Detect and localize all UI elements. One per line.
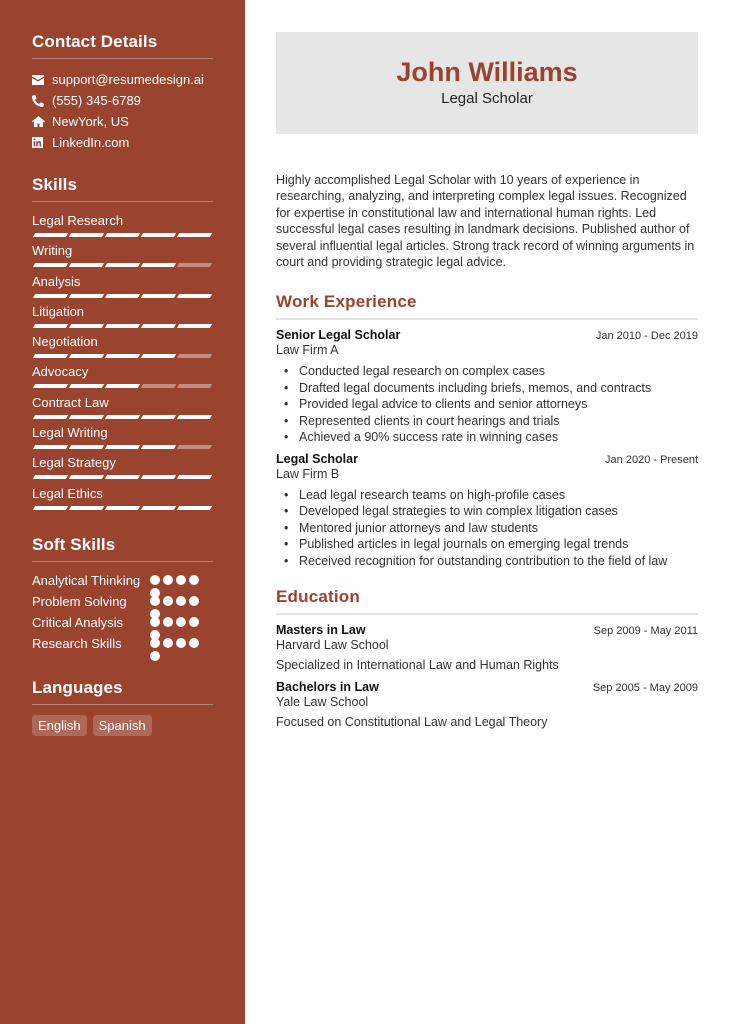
languages-section — [32, 678, 213, 736]
rating-dot-icon — [150, 651, 160, 661]
job-bullet — [284, 429, 698, 446]
education-header — [276, 680, 698, 694]
skill-segment-filled — [105, 415, 140, 419]
contact-phone[interactable] — [32, 90, 213, 111]
skills-list — [32, 212, 213, 515]
skill-segment-filled — [69, 294, 104, 298]
job-bullets — [276, 487, 698, 570]
skill-segment-filled — [105, 445, 140, 449]
skill-name: Legal Writing — [32, 425, 108, 441]
bullet-text: Provided legal advice to clients and senior attorneys — [299, 397, 588, 412]
bullet-text: Developed legal strategies to win complex litigation cases — [299, 504, 618, 519]
job-bullets — [276, 363, 698, 446]
soft-skill-item — [32, 593, 213, 614]
bullet-text: Mentored junior attorneys and law students — [299, 520, 539, 535]
skill-segment-filled — [105, 506, 140, 510]
home-icon — [32, 116, 52, 127]
rating-dot-icon — [163, 575, 173, 585]
contact-phone-text: (555) 345-6789 — [52, 93, 141, 108]
skill-item — [32, 242, 213, 272]
skill-segment-filled — [177, 506, 212, 510]
contact-heading: Contact Details — [32, 32, 213, 59]
rating-dot-icon — [176, 638, 186, 648]
skill-segment-filled — [105, 263, 140, 267]
skill-segment-filled — [33, 506, 68, 510]
skills-heading: Skills — [32, 175, 213, 202]
rating-dot-icon — [189, 596, 199, 606]
skill-segment-filled — [69, 233, 104, 237]
skill-segment-filled — [33, 384, 68, 388]
contact-section — [32, 32, 213, 153]
job-bullet — [284, 380, 698, 397]
skill-segment-filled — [69, 354, 104, 358]
skill-segment-filled — [177, 233, 212, 237]
skill-segment-filled — [141, 263, 176, 267]
skill-segment-filled — [141, 445, 176, 449]
job-bullet — [284, 553, 698, 570]
rating-dot-icon — [189, 617, 199, 627]
job-title: Legal Scholar — [276, 451, 358, 466]
skill-segment-filled — [141, 324, 176, 328]
skill-item — [32, 485, 213, 515]
skill-name: Writing — [32, 243, 73, 259]
job-bullet — [284, 396, 698, 413]
skill-name: Advocacy — [32, 364, 89, 380]
skill-name: Legal Strategy — [32, 455, 116, 471]
skill-segment-empty — [141, 384, 176, 388]
contact-linkedin-text: LinkedIn.com — [52, 135, 130, 150]
bullet-text: Published articles in legal journals on emerging legal trends — [299, 537, 629, 552]
skill-item — [32, 273, 213, 303]
job-dates: Jan 2020 - Present — [605, 453, 698, 466]
skill-segment-filled — [177, 324, 212, 328]
bullet-icon: • — [284, 520, 289, 535]
bullet-icon: • — [284, 487, 289, 502]
bullet-text: Achieved a 90% success rate in winning cases — [299, 430, 559, 445]
education-dates: Sep 2005 - May 2009 — [592, 682, 698, 695]
bullet-text: Drafted legal documents including briefs, memos, and contracts — [299, 380, 652, 395]
soft-skill-name: Analytical Thinking — [32, 572, 141, 588]
job-bullet — [284, 536, 698, 553]
skill-level-bar — [32, 324, 213, 328]
skill-item — [32, 454, 213, 484]
education-description: Focused on Constitutional Law and Legal Theory — [276, 715, 548, 730]
linkedin-icon — [32, 137, 52, 148]
soft-skill-item — [32, 614, 213, 635]
bullet-icon: • — [284, 413, 289, 428]
contact-location-text: NewYork, US — [52, 114, 129, 129]
skill-level-bar — [32, 354, 213, 358]
bullet-icon: • — [284, 553, 289, 568]
skill-segment-filled — [33, 445, 68, 449]
skill-level-bar — [32, 294, 213, 298]
degree: Bachelors in Law — [276, 680, 379, 695]
skill-item — [32, 303, 213, 333]
bullet-text: Received recognition for outstanding contribution to the field of law — [299, 553, 668, 568]
soft-skill-dots — [150, 572, 206, 585]
soft-skill-item — [32, 572, 213, 593]
job-header — [276, 452, 698, 466]
bullet-icon: • — [284, 430, 289, 445]
skill-level-bar — [32, 475, 213, 479]
skill-segment-filled — [33, 263, 68, 267]
skill-item — [32, 333, 213, 363]
soft-skill-dots — [150, 635, 206, 648]
skill-item — [32, 212, 213, 242]
summary: Highly accomplished Legal Scholar with 10 years of experience in researching, analyzing, and interpreting complex legal issues. Recognized for expertise in constitutional law and international human rights. Led successful legal cases resulting in landmark decisions. Published author of several influential legal articles. Strong track record of winning arguments in court and providing strategic legal advice. — [276, 173, 695, 270]
skill-segment-filled — [141, 475, 176, 479]
skill-name: Legal Research — [32, 213, 124, 228]
rating-dot-icon — [150, 575, 160, 585]
skill-segment-filled — [105, 384, 140, 388]
rating-dot-icon — [189, 638, 199, 648]
skill-segment-filled — [69, 475, 104, 479]
rating-dot-icon — [189, 575, 199, 585]
soft-skill-dots — [150, 593, 206, 606]
rating-dot-icon — [176, 575, 186, 585]
skill-segment-filled — [69, 263, 104, 267]
skill-segment-filled — [105, 354, 140, 358]
work-experience-section — [276, 292, 698, 569]
skill-item — [32, 424, 213, 454]
bullet-icon: • — [284, 537, 289, 552]
skill-segment-filled — [69, 384, 104, 388]
skill-segment-filled — [105, 475, 140, 479]
job-bullet — [284, 413, 698, 430]
bullet-icon: • — [284, 380, 289, 395]
bullet-text: Conducted legal research on complex cases — [299, 364, 545, 379]
name-header — [276, 32, 698, 134]
job-bullet — [284, 520, 698, 537]
job-bullet — [284, 503, 698, 520]
skill-segment-filled — [141, 294, 176, 298]
skill-name: Legal Ethics — [32, 485, 103, 501]
languages-heading: Languages — [32, 678, 213, 705]
bullet-icon: • — [284, 364, 289, 379]
job-company: Law Firm A — [276, 343, 339, 358]
work-heading: Work Experience — [276, 292, 698, 320]
skill-segment-filled — [69, 445, 104, 449]
skill-segment-filled — [33, 354, 68, 358]
skill-level-bar — [32, 263, 213, 267]
soft-skills-heading: Soft Skills — [32, 535, 213, 562]
education-description: Specialized in International Law and Human Rights — [276, 658, 559, 673]
skill-segment-filled — [141, 354, 176, 358]
skill-item — [32, 363, 213, 393]
skill-segment-empty — [177, 354, 212, 358]
skills-section — [32, 175, 213, 515]
education-heading: Education — [276, 587, 698, 615]
skill-name: Negotiation — [32, 334, 98, 350]
language-chip: Spanish — [93, 715, 152, 736]
bullet-icon: • — [284, 504, 289, 519]
skill-segment-empty — [177, 263, 212, 267]
contact-email[interactable] — [32, 69, 213, 90]
contact-location — [32, 111, 213, 132]
soft-skill-item — [32, 635, 213, 656]
contact-linkedin[interactable] — [32, 132, 213, 153]
skill-segment-filled — [177, 294, 212, 298]
skill-segment-filled — [105, 294, 140, 298]
rating-dot-icon — [150, 638, 160, 648]
job-title: Legal Scholar — [441, 90, 533, 107]
sidebar — [0, 0, 245, 1024]
rating-dot-icon — [176, 596, 186, 606]
skill-level-bar — [32, 506, 213, 510]
contact-email-text: support@resumedesign.ai — [52, 72, 204, 87]
contact-list — [32, 69, 213, 153]
skill-segment-filled — [69, 324, 104, 328]
school: Yale Law School — [276, 695, 369, 710]
school: Harvard Law School — [276, 638, 389, 653]
bullet-text: Represented clients in court hearings and trials — [299, 413, 560, 428]
skill-segment-filled — [105, 324, 140, 328]
bullet-text: Lead legal research teams on high-profile cases — [299, 487, 566, 502]
soft-skill-name: Research Skills — [32, 635, 122, 651]
job-entry — [276, 328, 698, 446]
skill-segment-filled — [177, 415, 212, 419]
skill-item — [32, 394, 213, 424]
skill-segment-filled — [69, 506, 104, 510]
job-bullet — [284, 363, 698, 380]
main-content — [276, 32, 698, 737]
skill-level-bar — [32, 384, 213, 388]
soft-skill-dots — [150, 614, 206, 627]
education-header — [276, 623, 698, 637]
skill-segment-empty — [177, 384, 212, 388]
skill-segment-empty — [177, 445, 212, 449]
soft-skills-section — [32, 535, 213, 656]
job-title: Senior Legal Scholar — [276, 328, 401, 343]
job-bullet — [284, 487, 698, 504]
skill-segment-filled — [33, 324, 68, 328]
skill-name: Litigation — [32, 303, 85, 319]
rating-dot-icon — [150, 596, 160, 606]
job-dates: Jan 2010 - Dec 2019 — [595, 330, 698, 343]
skill-segment-filled — [105, 233, 140, 237]
education-entry — [276, 623, 698, 672]
job-entry — [276, 452, 698, 570]
skill-segment-filled — [141, 415, 176, 419]
skill-level-bar — [32, 415, 213, 419]
languages-list — [32, 715, 213, 736]
skill-name: Contract Law — [32, 394, 109, 410]
skill-segment-filled — [141, 233, 176, 237]
skill-segment-filled — [177, 475, 212, 479]
education-list — [276, 623, 698, 729]
soft-skill-name: Critical Analysis — [32, 614, 124, 630]
language-chip: English — [32, 715, 87, 736]
job-header — [276, 328, 698, 342]
skill-segment-filled — [141, 506, 176, 510]
phone-icon — [32, 95, 52, 107]
rating-dot-icon — [176, 617, 186, 627]
skill-name: Analysis — [32, 273, 81, 289]
skill-segment-filled — [69, 415, 104, 419]
rating-dot-icon — [163, 638, 173, 648]
bullet-icon: • — [284, 397, 289, 412]
skill-segment-filled — [33, 233, 68, 237]
skill-level-bar — [32, 445, 213, 449]
skill-level-bar — [32, 233, 213, 237]
rating-dot-icon — [163, 596, 173, 606]
education-entry — [276, 680, 698, 729]
jobs-list — [276, 328, 698, 569]
person-name: John Williams — [396, 57, 578, 87]
degree: Masters in Law — [276, 623, 366, 638]
soft-skills-list — [32, 572, 213, 656]
skill-segment-filled — [33, 294, 68, 298]
rating-dot-icon — [150, 617, 160, 627]
envelope-icon — [32, 75, 52, 85]
job-company: Law Firm B — [276, 466, 340, 481]
education-section — [276, 587, 698, 729]
soft-skill-name: Problem Solving — [32, 593, 127, 609]
education-dates: Sep 2009 - May 2011 — [593, 625, 698, 638]
skill-segment-filled — [33, 415, 68, 419]
rating-dot-icon — [163, 617, 173, 627]
skill-segment-filled — [33, 475, 68, 479]
